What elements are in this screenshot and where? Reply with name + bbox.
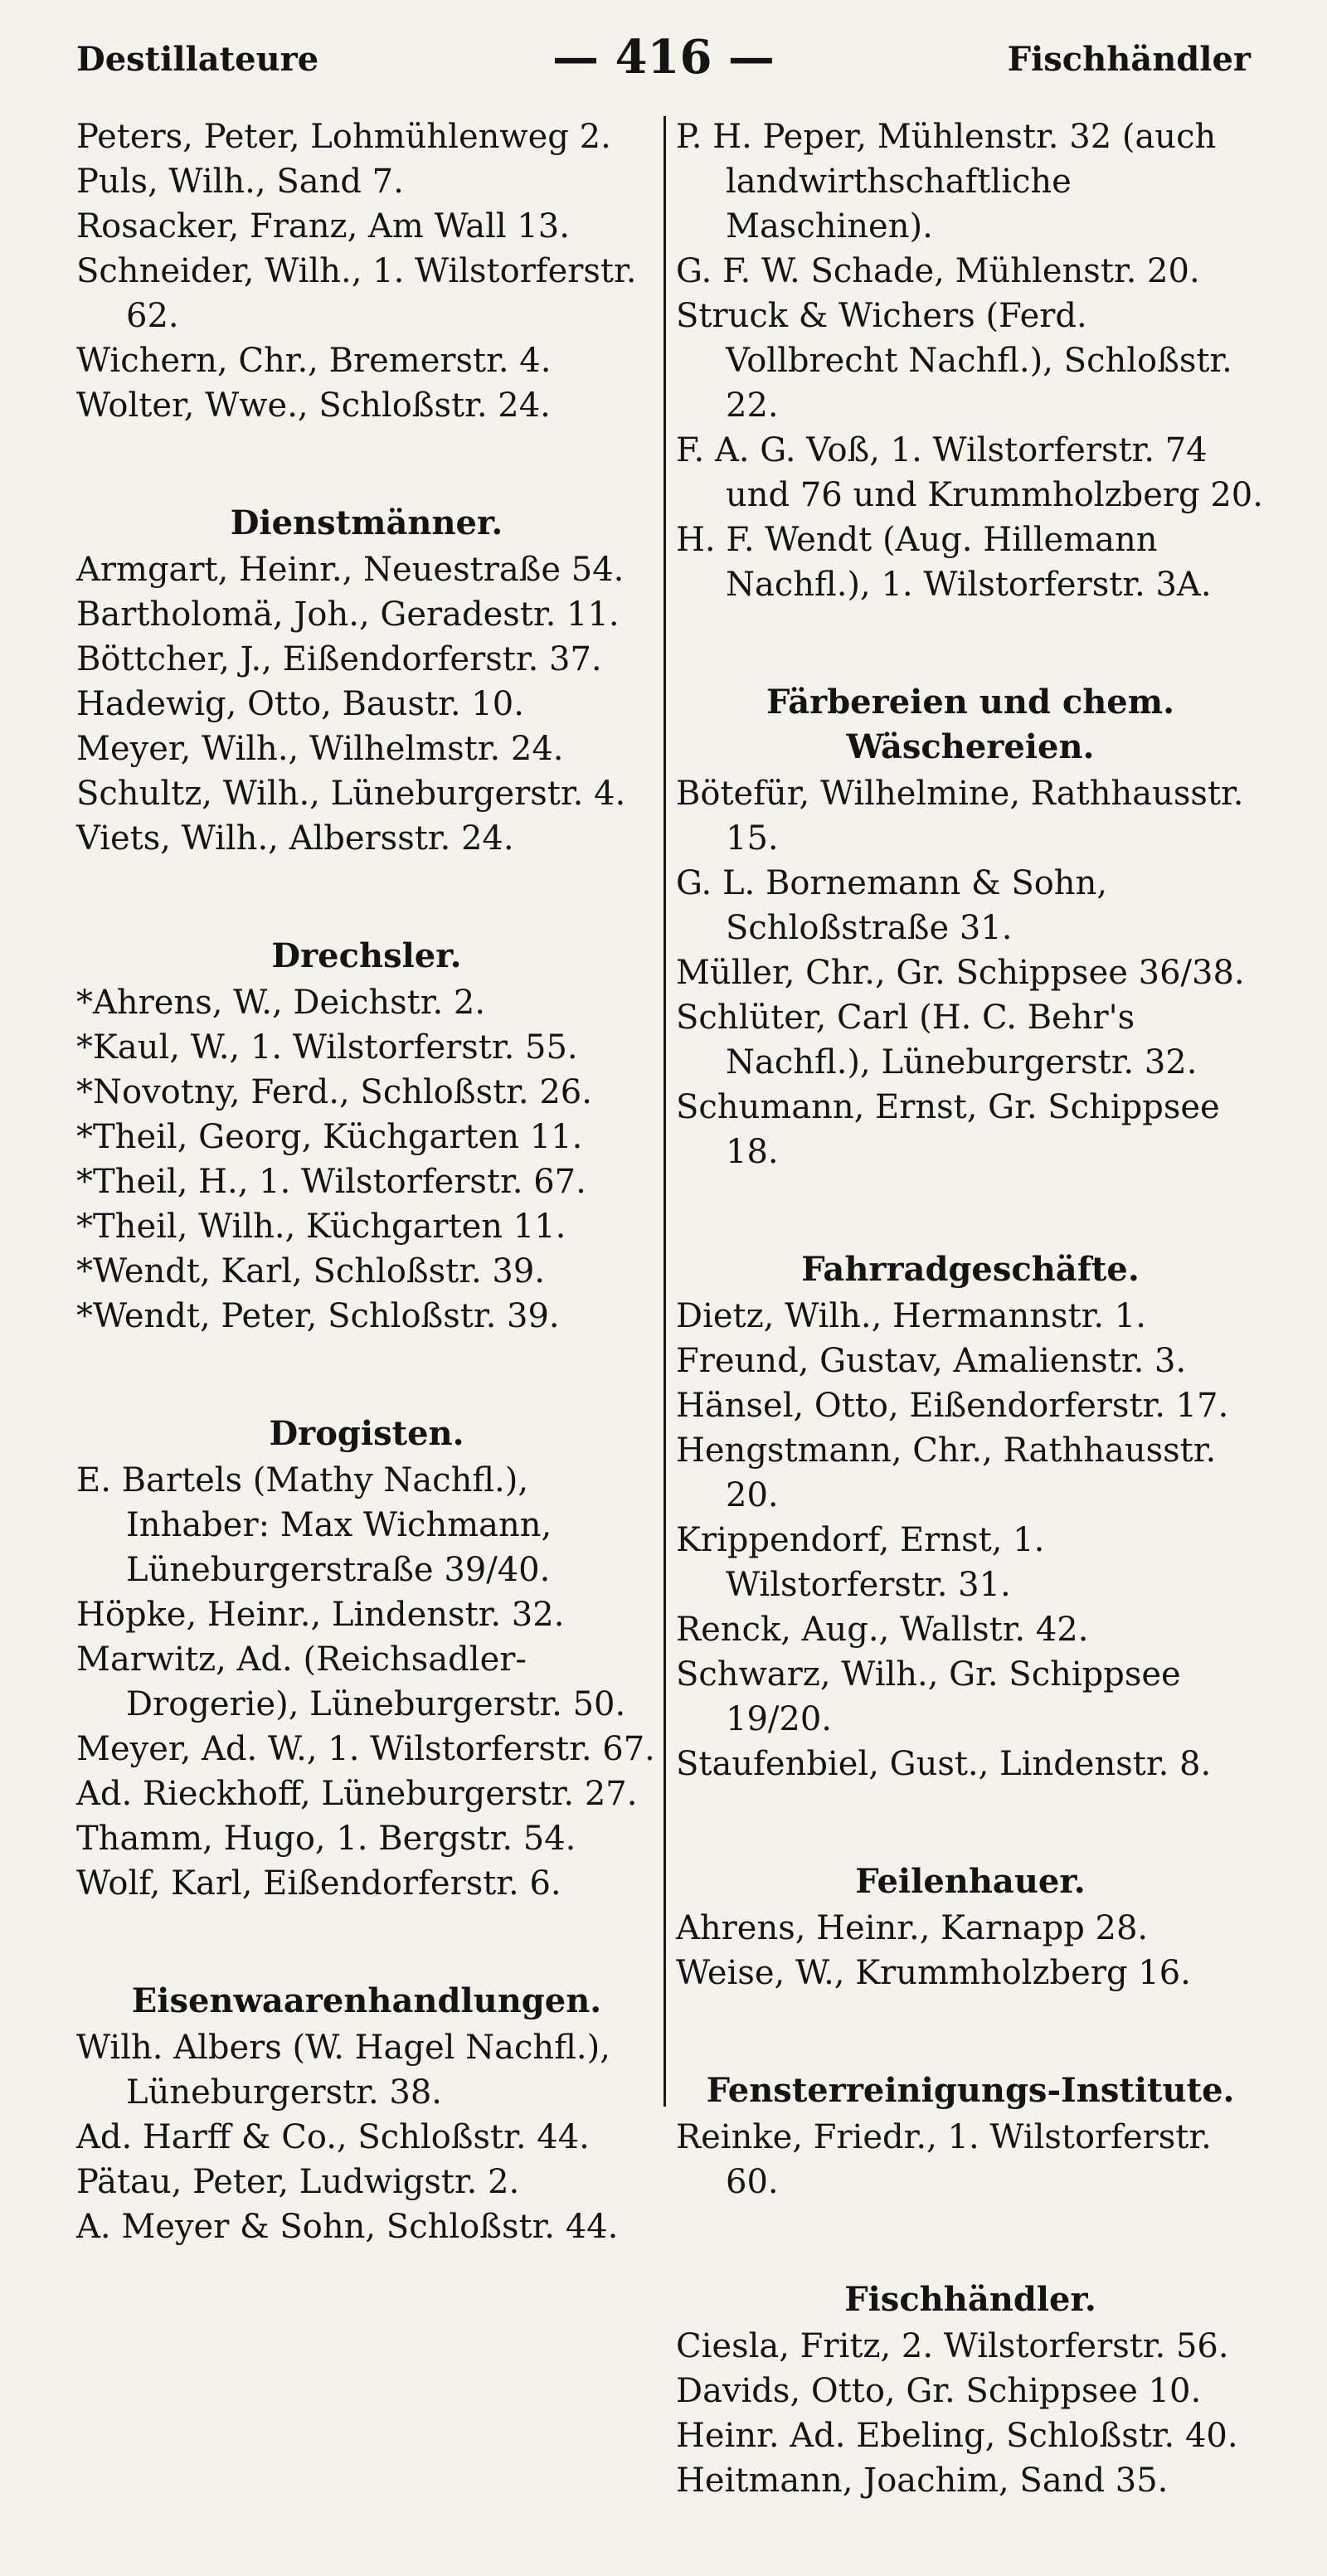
directory-entry: Puls, Wilh., Sand 7.: [76, 163, 404, 201]
directory-entry: Struck & Wichers (Ferd. Vollbrecht Nachfl.), Schloßstr. 22.: [676, 297, 1232, 425]
directory-section: [76, 934, 657, 1339]
directory-entry: Schultz, Wilh., Lüneburgerstr. 4.: [76, 775, 626, 813]
section-title: Fensterreinigungs-Institute.: [706, 2071, 1235, 2110]
section-title: Fahrradgeschäfte.: [801, 1250, 1140, 1289]
directory-entry: Ciesla, Fritz, 2. Wilstorferstr. 56.: [676, 2327, 1229, 2365]
directory-entry: Meyer, Wilh., Wilhelmstr. 24.: [76, 730, 564, 768]
directory-section: [676, 680, 1265, 1174]
directory-entry: E. Bartels (Mathy Nachfl.), Inhaber: Max Wichmann, Lüneburgerstraße 39/40.: [76, 1461, 552, 1589]
directory-entry: Pätau, Peter, Ludwigstr. 2.: [76, 2163, 520, 2201]
directory-entry: Wolf, Karl, Eißendorferstr. 6.: [76, 1864, 561, 1903]
section-title: Fischhändler.: [844, 2280, 1096, 2319]
directory-entry: *Theil, Wilh., Küchgarten 11.: [76, 1208, 566, 1246]
running-head-right: Fischhändler: [1007, 40, 1251, 79]
directory-entry: Thamm, Hugo, 1. Bergstr. 54.: [76, 1820, 576, 1858]
left-column: [76, 114, 657, 2322]
right-column: [676, 114, 1265, 2576]
directory-entry: Bötefür, Wilhelmine, Rathhausstr. 15.: [676, 775, 1244, 858]
directory-entry: Hengstmann, Chr., Rathhausstr. 20.: [676, 1431, 1217, 1514]
column-divider: [664, 116, 666, 2107]
directory-entry: Freund, Gustav, Amalienstr. 3.: [676, 1342, 1187, 1380]
section-title: Drogisten.: [269, 1414, 464, 1453]
running-head-left: Destillateure: [76, 40, 319, 79]
directory-entry: Dietz, Wilh., Hermannstr. 1.: [676, 1297, 1146, 1335]
directory-section: [76, 1412, 657, 1906]
directory-entry: Heitmann, Joachim, Sand 35.: [676, 2462, 1169, 2500]
directory-entry: Reinke, Friedr., 1. Wilstorferstr. 60.: [676, 2118, 1212, 2201]
directory-entry: Schneider, Wilh., 1. Wilstorferstr. 62.: [76, 252, 637, 335]
directory-section: [676, 2068, 1265, 2204]
directory-entry: *Theil, Georg, Küchgarten 11.: [76, 1118, 583, 1156]
directory-entry: Heinr. Ad. Ebeling, Schloßstr. 40.: [676, 2417, 1238, 2455]
directory-entry: Meyer, Ad. W., 1. Wilstorferstr. 67.: [76, 1730, 655, 1768]
directory-entry: Krippendorf, Ernst, 1. Wilstorferstr. 31.: [676, 1521, 1045, 1604]
directory-entry: Rosacker, Franz, Am Wall 13.: [76, 207, 570, 245]
directory-entry: *Theil, H., 1. Wilstorferstr. 67.: [76, 1163, 586, 1201]
directory-entry: Ad. Rieckhoff, Lüneburgerstr. 27.: [76, 1775, 638, 1813]
directory-entry: Armgart, Heinr., Neuestraße 54.: [76, 551, 625, 589]
directory-entry: Ad. Harff & Co., Schloßstr. 44.: [76, 2118, 590, 2156]
directory-entry: Böttcher, J., Eißendorferstr. 37.: [76, 640, 602, 678]
directory-entry: Hänsel, Otto, Eißendorferstr. 17.: [676, 1387, 1229, 1425]
directory-section: [76, 501, 657, 861]
directory-entry: Wolter, Wwe., Schloßstr. 24.: [76, 386, 551, 425]
directory-entry: Viets, Wilh., Albersstr. 24.: [76, 819, 514, 858]
section-title: Färbereien und chem. Wäschereien.: [766, 683, 1174, 766]
directory-entry: Hadewig, Otto, Baustr. 10.: [76, 685, 524, 723]
directory-entry: Weise, W., Krummholzberg 16.: [676, 1954, 1191, 1992]
directory-entry: Höpke, Heinr., Lindenstr. 32.: [76, 1596, 565, 1634]
section-title: Feilenhauer.: [855, 1862, 1086, 1901]
section-title: Drechsler.: [271, 936, 462, 975]
directory-entry: Renck, Aug., Wallstr. 42.: [676, 1611, 1089, 1649]
directory-entry: *Kaul, W., 1. Wilstorferstr. 55.: [76, 1028, 578, 1067]
directory-entry: P. H. Peper, Mühlenstr. 32 (auch landwirthschaftliche Maschinen).: [676, 118, 1217, 245]
directory-entry: Ahrens, Heinr., Karnapp 28.: [676, 1909, 1149, 1947]
directory-section: [76, 114, 657, 428]
directory-entry: H. F. Wendt (Aug. Hillemann Nachfl.), 1. Wilstorferstr. 3A.: [676, 521, 1212, 604]
directory-entry: Peters, Peter, Lohmühlenweg 2.: [76, 118, 611, 156]
section-title: Eisenwaarenhandlungen.: [131, 1981, 602, 2020]
directory-entry: Schwarz, Wilh., Gr. Schippsee 19/20.: [676, 1655, 1181, 1738]
directory-entry: *Wendt, Peter, Schloßstr. 39.: [76, 1297, 560, 1335]
directory-entry: Staufenbiel, Gust., Lindenstr. 8.: [676, 1745, 1212, 1783]
directory-section: [676, 1859, 1265, 1995]
directory-entry: Wichern, Chr., Bremerstr. 4.: [76, 342, 552, 380]
directory-section: [676, 114, 1265, 607]
directory-entry: Schumann, Ernst, Gr. Schippsee 18.: [676, 1088, 1220, 1171]
directory-section: [676, 2277, 1265, 2503]
directory-entry: *Novotny, Ferd., Schloßstr. 26.: [76, 1073, 592, 1111]
directory-entry: Müller, Chr., Gr. Schippsee 36/38.: [676, 954, 1245, 992]
directory-entry: G. L. Bornemann & Sohn, Schloßstraße 31.: [676, 864, 1108, 947]
directory-entry: *Ahrens, W., Deichstr. 2.: [76, 984, 486, 1022]
directory-section: [76, 1979, 657, 2249]
directory-entry: A. Meyer & Sohn, Schloßstr. 44.: [76, 2208, 619, 2246]
directory-entry: Davids, Otto, Gr. Schippsee 10.: [676, 2372, 1202, 2410]
section-title: Dienstmänner.: [230, 503, 503, 542]
directory-entry: Wilh. Albers (W. Hagel Nachfl.), Lüneburgerstr. 38.: [76, 2029, 610, 2112]
directory-entry: Bartholomä, Joh., Geradestr. 11.: [76, 595, 620, 634]
directory-entry: F. A. G. Voß, 1. Wilstorferstr. 74 und 76 und Krummholzberg 20.: [676, 431, 1263, 514]
directory-entry: G. F. W. Schade, Mühlenstr. 20.: [676, 252, 1200, 290]
page-number: — 416 —: [552, 30, 775, 85]
directory-entry: *Wendt, Karl, Schloßstr. 39.: [76, 1252, 545, 1290]
directory-entry: Schlüter, Carl (H. C. Behr's Nachfl.), Lüneburgerstr. 32.: [676, 999, 1198, 1081]
directory-section: [676, 1247, 1265, 1786]
directory-entry: Marwitz, Ad. (Reichsadler-Drogerie), Lüneburgerstr. 50.: [76, 1640, 626, 1723]
